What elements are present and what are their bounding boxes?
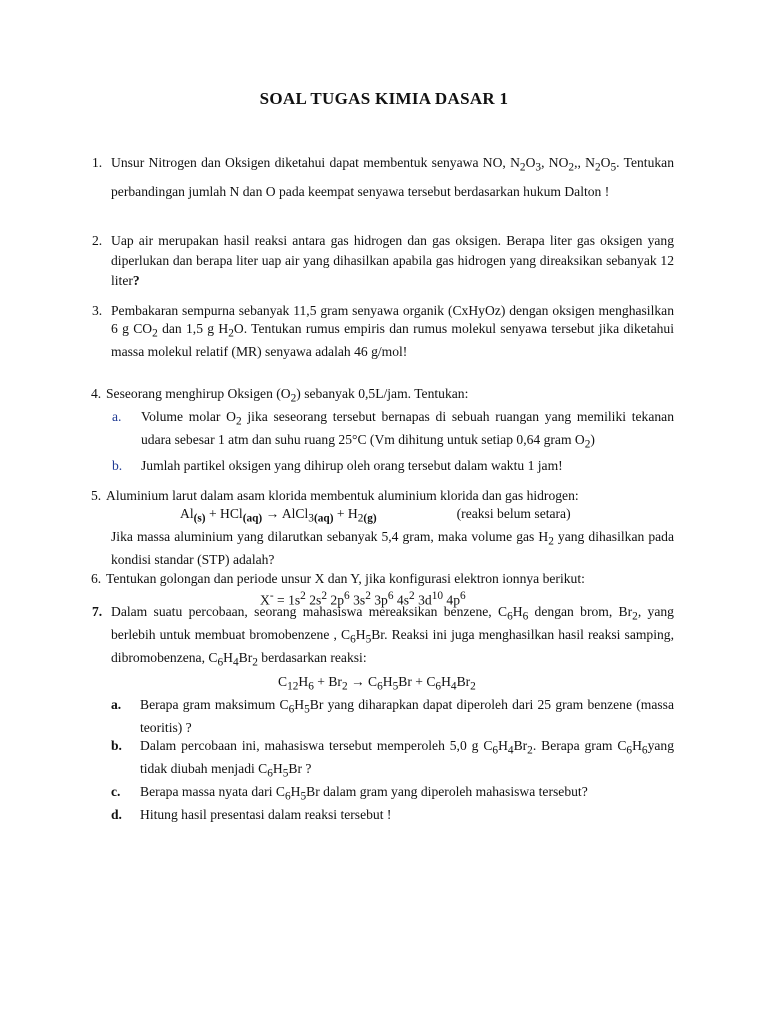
sub-text: Hitung hasil presentasi dalam reaksi tersebut ! xyxy=(140,807,392,823)
question-number: 2. xyxy=(92,233,103,248)
question-3 xyxy=(92,302,674,360)
sub-text: Berapa massa nyata dari $C_6H_5Br$ dalam gram yang diperoleh mahasiswa tersebut? xyxy=(140,784,588,803)
sub-label: a. xyxy=(112,409,122,425)
question-number: 3. xyxy=(92,303,103,318)
sub-question-b xyxy=(111,737,674,783)
question-1 xyxy=(92,151,674,203)
question-text: Dalam suatu percobaan, seorang mahasiswa mereaksikan benzene, $C_6H_6$ dengan brom, $Br_2$, yang berlebih untuk membuat bromobenzene , $C_6H_5Br$. Reaksi ini juga menghasilkan hasil reaksi samping, dibromobenzena, $C_6H_4Br_2$ berdasarkan reaksi: xyxy=(111,604,675,670)
question-5 xyxy=(92,487,674,568)
page-title: SOAL TUGAS KIMIA DASAR 1 xyxy=(259,89,509,108)
sub-text: Volume molar $O_2$ jika seseorang tersebut bernapas di sebuah ruangan yang memiliki tekanan udara sebesar 1 atm dan suhu ruang 25°C (Vm dihitung untuk setiap 0,64 gram $O_2$) xyxy=(141,409,674,452)
sub-label: b. xyxy=(112,457,123,473)
question-number: 5. xyxy=(91,488,102,503)
question-text: Tentukan golongan dan periode unsur X dan Y, jika konfigurasi elektron ionnya berikut: xyxy=(106,571,585,586)
question-number: 6. xyxy=(91,571,102,586)
sub-question-b xyxy=(112,457,674,475)
question-text: Aluminium larut dalam asam klorida membentuk aluminium klorida dan gas hidrogen: xyxy=(106,488,579,503)
sub-text: Dalam percobaan ini, mahasiswa tersebut memperoleh 5,0 g $C_6H_4Br_2$. Berapa gram $C_6H_6yang$ tidak diubah menjadi $C_6H_5Br$ ? xyxy=(140,737,674,780)
reaction-equation: $Al_{(s)} + HCl_{(aq)}$ → AlCl$_{3(aq)}$ + $H_{2(g)}$ (reaksi belum setara) xyxy=(180,505,571,525)
question-text: Unsur Nitrogen dan Oksigen diketahui dapat membentuk senyawa NO, $N_2O_3$, $NO_2$,, $N_2O_5$. Tentukan perbandingan jumlah N dan O pada keempat senyawa tersebut berdasarkan hukum Dalton ! xyxy=(111,155,674,199)
question-2 xyxy=(92,231,674,291)
question-4 xyxy=(92,385,674,474)
question-7 xyxy=(92,603,674,824)
sub-label: d. xyxy=(111,807,122,823)
sub-question-d xyxy=(111,806,674,824)
question-number: 4. xyxy=(91,386,102,401)
question-text: Pembakaran sempurna sebanyak 11,5 gram senyawa organik (CxHyOz) dengan oksigen menghasilkan 6 g $CO_2$ dan 1,5 g $H_2O$. Tentukan rumus empiris dan rumus molekul senyawa tersebut jika diketahui massa molekul relatif (MR) senyawa adalah 46 g/mol! xyxy=(111,303,674,359)
electron-configuration: $X^- = 1s^2$ $2s^2$ $2p^6$ $3s^2$ $3p^6$ $4s^2$ $3d^{10}$ $4p^6$ xyxy=(260,589,466,608)
question-text: Seseorang menghirup Oksigen $(O_2)$ sebanyak 0,5L/jam. Tentukan: xyxy=(106,386,469,405)
question-number: 7. xyxy=(92,604,103,619)
sub-question-a xyxy=(111,696,674,737)
sub-text: Jumlah partikel oksigen yang dihirup oleh orang tersebut dalam waktu 1 jam! xyxy=(141,457,563,473)
question-text-cont: Jika massa aluminium yang dilarutkan sebanyak 5,4 gram, maka volume gas $H_2$ yang dihasilkan pada kondisi standar (STP) adalah? xyxy=(111,528,674,567)
sub-question-a xyxy=(112,408,674,454)
sub-label: a. xyxy=(111,696,122,712)
sub-label: c. xyxy=(111,784,121,800)
reaction-note: (reaksi belum setara) xyxy=(456,505,571,521)
question-number: 1. xyxy=(92,155,103,170)
sub-label: b. xyxy=(111,737,122,753)
reaction-equation: $C_{12}H_6 + Br_2 \to C_6H_5Br + C_6H_4Br_2$ xyxy=(278,673,476,693)
sub-question-c xyxy=(111,783,674,806)
question-text: Uap air merupakan hasil reaksi antara gas hidrogen dan gas oksigen. Berapa liter gas oksigen yang diperlukan dan berapa liter uap air yang dihasilkan apabila gas hidrogen yang direaksikan sebanyak 12 liter? xyxy=(111,233,674,288)
sub-text: Berapa gram maksimum $C_6H_5Br$ yang diharapkan dapat diperoleh dari 25 gram benzene (massa teoritis) ? xyxy=(140,696,674,736)
